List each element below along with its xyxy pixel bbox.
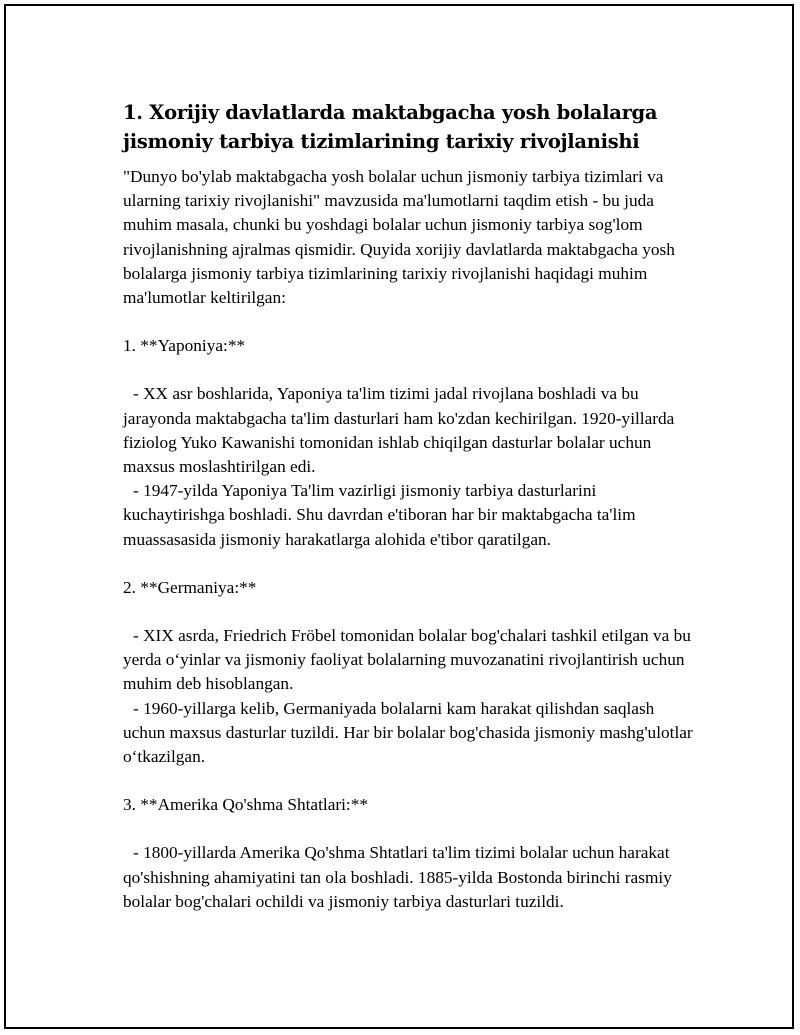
bullet-item: - 1960-yillarga kelib, Germaniyada bolalarni kam harakat qilishdan saqlash uchun maxsus dasturlar tuzildi. Har bir bolalar bog'chasida jismoniy mashg'ulotlar o‘tkazilgan. (123, 698, 693, 767)
spacer (123, 552, 698, 576)
section-heading: 3. **Amerika Qo'shma Shtatlari:** (123, 795, 369, 815)
spacer (123, 600, 698, 624)
spacer (123, 817, 698, 841)
spacer (123, 358, 698, 382)
intro-paragraph: "Dunyo bo'ylab maktabgacha yosh bolalar uchun jismoniy tarbiya tizimlari va ularning tarixiy rivojlanishi" mavzusida ma'lumotlarni taqdim etish - bu juda muhim masala, chunki bu yoshdagi bolalar uchun jismoniy tarbiya sog'lom rivojlanishning ajralmas qismidir. Quyida xorijiy davlatlarda maktabgacha yosh bolalarga jismoniy tarbiya tizimlarining tarixiy rivojlanishi haqidagi muhim ma'lumotlar keltirilgan: (123, 167, 675, 308)
bullet-item: - XX asr boshlarida, Yaponiya ta'lim tizimi jadal rivojlana boshladi va bu jarayonda maktabgacha ta'lim dasturlari ham ko'zdan kechirilgan. 1920-yillarda fiziolog Yuko Kawanishi tomonidan ishlab chiqilgan dasturlar bolalar uchun maxsus moslashtirilgan edi. (123, 384, 675, 477)
section-heading: 2. **Germaniya:** (123, 577, 257, 597)
section-heading: 1. **Yaponiya:** (123, 336, 246, 356)
bullet-item: - 1800-yillarda Amerika Qo'shma Shtatlari ta'lim tizimi bolalar uchun harakat qo'shishning ahamiyatini tan ola boshladi. 1885-yilda Bostonda birinchi rasmiy bolalar bog'chalari ochildi va jismoniy tarbiya dasturlari tuzildi. (123, 843, 672, 911)
page-frame (4, 4, 794, 1029)
section-usa (123, 793, 698, 914)
section-japan (123, 334, 698, 552)
section-germany (123, 576, 698, 769)
spacer (123, 310, 698, 334)
document-body (123, 98, 698, 914)
spacer (123, 769, 698, 793)
bullet-item: - 1947-yilda Yaponiya Ta'lim vazirligi jismoniy tarbiya dasturlarini kuchaytirishga boshladi. Shu davrdan e'tiboran har bir maktabgacha ta'lim muassasasida jismoniy harakatlarga alohida e'tibor qaratilgan. (123, 481, 636, 549)
bullet-item: - XIX asrda, Friedrich Fröbel tomonidan bolalar bog'chalari tashkil etilgan va bu yerda o‘yinlar va jismoniy faoliyat bolalarning muvozanatini rivojlantirish uchun muhim deb hisoblangan. (123, 626, 691, 694)
document-title: 1. Xorijiy davlatlarda maktabgacha yosh bolalarga jismoniy tarbiya tizimlarining tarixiy rivojlanishi (123, 101, 658, 153)
